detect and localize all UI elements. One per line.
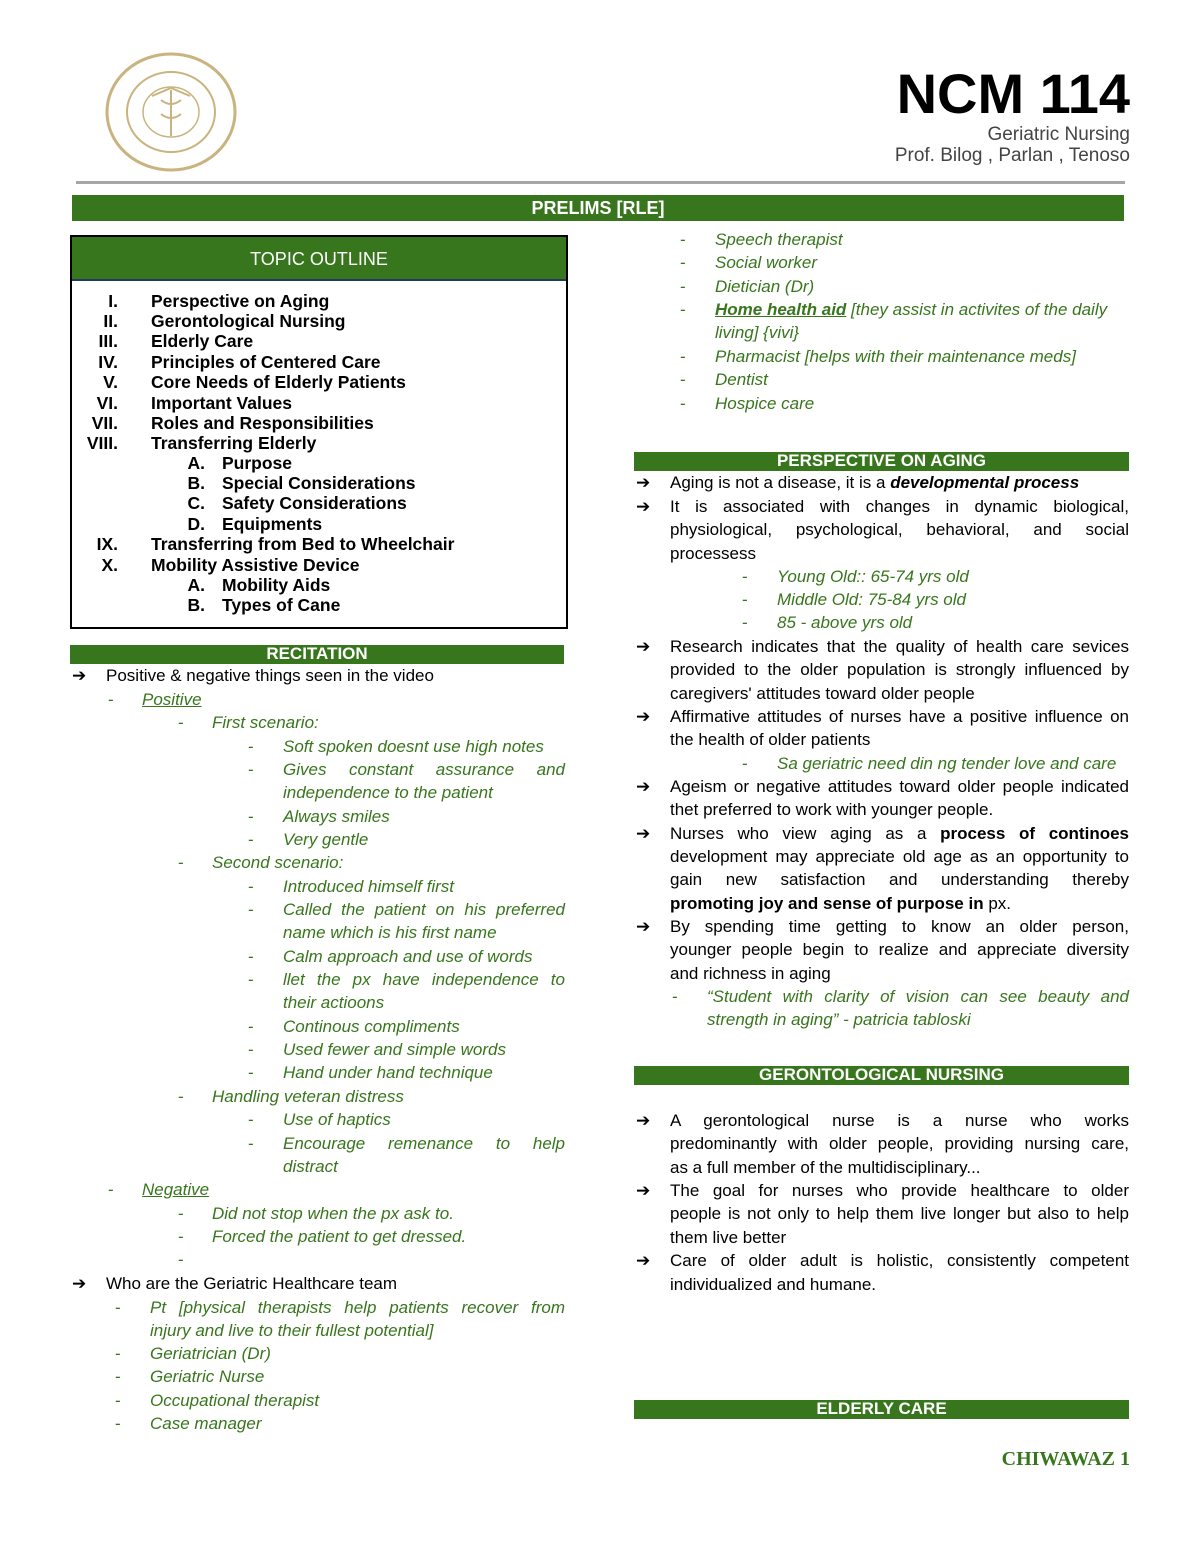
- foundation-seal-logo: [104, 52, 238, 172]
- dash-bullet: -: [178, 853, 184, 872]
- perspective-point: Aging is not a disease, it is a developmental process: [670, 473, 1080, 492]
- dash-bullet: -: [108, 690, 114, 709]
- second-scenario: Second scenario:: [212, 853, 344, 872]
- second-item: Called the patient on his preferred: [283, 900, 565, 919]
- perspective-point-cont: provided to the older population is strongly influenced by: [670, 660, 1129, 679]
- gerontological-heading: GERONTOLOGICAL NURSING: [634, 1066, 1129, 1085]
- first-scenario: First scenario:: [212, 713, 319, 732]
- section-banner: PRELIMS [RLE]: [72, 195, 1124, 221]
- arrow-bullet-icon: ➔: [636, 1181, 651, 1200]
- dash-bullet: -: [248, 807, 254, 826]
- second-item: Introduced himself first: [283, 877, 455, 896]
- dash-bullet: -: [248, 830, 254, 849]
- dash-bullet: -: [248, 1134, 254, 1153]
- arrow-bullet-icon: ➔: [72, 1274, 87, 1293]
- team-member: Social worker: [715, 253, 818, 272]
- dash-bullet: -: [680, 230, 686, 249]
- dash-bullet: -: [742, 590, 748, 609]
- dash-bullet: -: [680, 347, 686, 366]
- gerontological-point-cont: as a full member of the multidisciplinary...: [670, 1158, 981, 1177]
- perspective-point-cont: gain new satisfaction and understanding thereby: [670, 870, 1129, 889]
- home-health-aid: Home health aid [they assist in activites of the daily: [715, 300, 1108, 319]
- dash-bullet: -: [248, 737, 254, 756]
- dash-bullet: -: [742, 567, 748, 586]
- dash-bullet: -: [248, 877, 254, 896]
- handling-heading: Handling veteran distress: [212, 1087, 404, 1106]
- perspective-point: It is associated with changes in dynamic biological,: [670, 497, 1129, 516]
- dash-bullet: -: [248, 900, 254, 919]
- gerontological-point-cont: individualized and humane.: [670, 1275, 877, 1294]
- second-item-cont: name which is his first name: [283, 923, 497, 942]
- outline-subitem: A. Mobility Aids: [187, 575, 331, 595]
- perspective-point-cont: and richness in aging: [670, 964, 831, 983]
- first-item: Always smiles: [283, 807, 390, 826]
- arrow-bullet-icon: ➔: [636, 1251, 651, 1270]
- arrow-bullet-icon: ➔: [72, 666, 87, 685]
- team-member: Hospice care: [715, 394, 815, 413]
- negative-item: Did not stop when the px ask to.: [212, 1204, 454, 1223]
- topic-outline-title: TOPIC OUTLINE: [72, 237, 566, 281]
- arrow-bullet-icon: ➔: [636, 824, 651, 843]
- team-member: Dietician (Dr): [715, 277, 815, 296]
- header-divider: [76, 181, 1125, 184]
- team-member: Pt [physical therapists help patients recover from: [150, 1298, 565, 1317]
- positive-label: Positive: [142, 690, 202, 709]
- dash-bullet: -: [178, 1087, 184, 1106]
- gerontological-point-cont: people is not only to help them live longer but also to help: [670, 1204, 1129, 1223]
- perspective-point: By spending time getting to know an older person,: [670, 917, 1129, 936]
- arrow-bullet-icon: ➔: [636, 497, 651, 516]
- dash-bullet: -: [680, 253, 686, 272]
- dash-bullet: -: [248, 970, 254, 989]
- outline-item: IV. Principles of Centered Care: [98, 352, 381, 372]
- dash-bullet: -: [680, 394, 686, 413]
- perspective-heading: PERSPECTIVE ON AGING: [634, 452, 1129, 471]
- outline-item: IX. Transferring from Bed to Wheelchair: [96, 534, 455, 554]
- outline-item: VIII. Transferring Elderly: [86, 433, 317, 453]
- outline-item: X. Mobility Assistive Device: [101, 555, 360, 575]
- team-member: Speech therapist: [715, 230, 843, 249]
- team-member: Dentist: [715, 370, 768, 389]
- page-footer: CHIWAWAZ 1: [1001, 1448, 1130, 1470]
- dash-bullet: -: [248, 1110, 254, 1129]
- outline-item: II. Gerontological Nursing: [103, 311, 346, 331]
- home-health-aid-cont: living] {vivi}: [715, 323, 800, 342]
- dash-bullet: -: [680, 300, 686, 319]
- perspective-point-cont: processess: [670, 544, 756, 563]
- handling-item: Use of haptics: [283, 1110, 391, 1129]
- first-item: Soft spoken doesnt use high notes: [283, 737, 544, 756]
- age-group: 85 - above yrs old: [777, 613, 913, 632]
- first-item: Gives constant assurance and: [283, 760, 565, 779]
- dash-bullet: -: [680, 277, 686, 296]
- dash-bullet: -: [115, 1367, 121, 1386]
- arrow-bullet-icon: ➔: [636, 473, 651, 492]
- handling-item-cont: distract: [283, 1157, 338, 1176]
- dash-bullet: -: [248, 1040, 254, 1059]
- dash-bullet: -: [115, 1344, 121, 1363]
- recitation-question: Positive & negative things seen in the video: [106, 666, 434, 685]
- elderly-care-heading: ELDERLY CARE: [634, 1400, 1129, 1419]
- second-item: Calm approach and use of words: [283, 947, 533, 966]
- gerontological-point: A gerontological nurse is a nurse who works: [670, 1111, 1129, 1130]
- dash-bullet: -: [742, 754, 748, 773]
- dash-bullet: -: [178, 713, 184, 732]
- first-item: Very gentle: [283, 830, 369, 849]
- dash-bullet: -: [248, 1063, 254, 1082]
- dash-bullet: -: [248, 947, 254, 966]
- outline-subitem: A. Purpose: [187, 453, 293, 473]
- first-item-cont: independence to the patient: [283, 783, 493, 802]
- dash-bullet: -: [672, 987, 678, 1006]
- handling-item: Encourage remenance to help: [283, 1134, 565, 1153]
- dash-bullet: -: [680, 370, 686, 389]
- second-item: llet the px have independence to: [283, 970, 565, 989]
- team-member: Occupational therapist: [150, 1391, 320, 1410]
- professors: Prof. Bilog , Parlan , Tenoso: [894, 145, 1130, 166]
- gerontological-point: Care of older adult is holistic, consistently competent: [670, 1251, 1129, 1270]
- arrow-bullet-icon: ➔: [636, 1111, 651, 1130]
- team-member: Pharmacist [helps with their maintenance meds]: [715, 347, 1076, 366]
- dash-bullet: -: [742, 613, 748, 632]
- arrow-bullet-icon: ➔: [636, 777, 651, 796]
- outline-subitem: B. Types of Cane: [187, 595, 341, 615]
- perspective-point-cont: promoting joy and sense of purpose in px.: [670, 894, 1011, 913]
- team-member-cont: injury and live to their fullest potential]: [150, 1321, 434, 1340]
- perspective-point: Nurses who view aging as a process of continoes: [670, 824, 1129, 843]
- team-member: Case manager: [150, 1414, 262, 1433]
- perspective-point-cont: development may appreciate old age as an opportunity to: [670, 847, 1129, 866]
- team-member: Geriatric Nurse: [150, 1367, 265, 1386]
- perspective-point: Research indicates that the quality of health care sevices: [670, 637, 1129, 656]
- negative-item: Forced the patient to get dressed.: [212, 1227, 467, 1246]
- dash-bullet: -: [178, 1204, 184, 1223]
- dash-bullet: -: [115, 1298, 121, 1317]
- outline-item: V. Core Needs of Elderly Patients: [103, 372, 406, 392]
- dash-bullet: -: [178, 1227, 184, 1246]
- negative-label: Negative: [142, 1180, 210, 1199]
- arrow-bullet-icon: ➔: [636, 637, 651, 656]
- age-group: Young Old:: 65-74 yrs old: [777, 567, 969, 586]
- dash-bullet: -: [248, 1017, 254, 1036]
- outline-subitem: D. Equipments: [187, 514, 323, 534]
- quote: “Student with clarity of vision can see beauty and: [707, 987, 1129, 1006]
- dash-bullet: -: [248, 760, 254, 779]
- team-question: Who are the Geriatric Healthcare team: [106, 1274, 398, 1293]
- quote-cont: strength in aging” - patricia tabloski: [707, 1010, 971, 1029]
- perspective-point-cont: physiological, psychological, behavioral, and social: [670, 520, 1129, 539]
- recitation-heading: RECITATION: [70, 645, 564, 664]
- outline-subitem: C. Safety Considerations: [187, 493, 407, 513]
- dash-bullet: -: [178, 1250, 184, 1269]
- arrow-bullet-icon: ➔: [636, 707, 651, 726]
- outline-item: VI. Important Values: [96, 393, 293, 413]
- perspective-point: Ageism or negative attitudes toward older people indicated: [670, 777, 1129, 796]
- outline-subitem: B. Special Considerations: [187, 473, 416, 493]
- perspective-point-cont: thet preferred to work with younger people.: [670, 800, 994, 819]
- outline-item: III. Elderly Care: [98, 331, 254, 351]
- team-member: Geriatrician (Dr): [150, 1344, 271, 1363]
- perspective-point-cont: caregivers' attitudes toward older people: [670, 684, 975, 703]
- course-code: NCM 114: [896, 62, 1130, 125]
- perspective-point-cont: the health of older patients: [670, 730, 871, 749]
- second-item: Hand under hand technique: [283, 1063, 493, 1082]
- gerontological-point: The goal for nurses who provide healthcare to older: [670, 1181, 1129, 1200]
- outline-item: I. Perspective on Aging: [108, 291, 330, 311]
- dash-bullet: -: [108, 1180, 114, 1199]
- gerontological-point-cont: predominantly with older people, providing nursing care,: [670, 1134, 1129, 1153]
- dash-bullet: -: [115, 1414, 121, 1433]
- outline-item: VII. Roles and Responsibilities: [91, 413, 374, 433]
- dash-bullet: -: [115, 1391, 121, 1410]
- second-item: Used fewer and simple words: [283, 1040, 506, 1059]
- perspective-point-cont: younger people begin to realize and appreciate diversity: [670, 940, 1129, 959]
- second-item-cont: their actioons: [283, 993, 385, 1012]
- age-group: Middle Old: 75-84 yrs old: [777, 590, 966, 609]
- second-item: Continous compliments: [283, 1017, 460, 1036]
- perspective-point: Affirmative attitudes of nurses have a positive influence on: [670, 707, 1129, 726]
- gerontological-point-cont: them live better: [670, 1228, 787, 1247]
- course-subtitle: Geriatric Nursing: [987, 124, 1130, 145]
- perspective-note: Sa geriatric need din ng tender love and care: [777, 754, 1117, 773]
- arrow-bullet-icon: ➔: [636, 917, 651, 936]
